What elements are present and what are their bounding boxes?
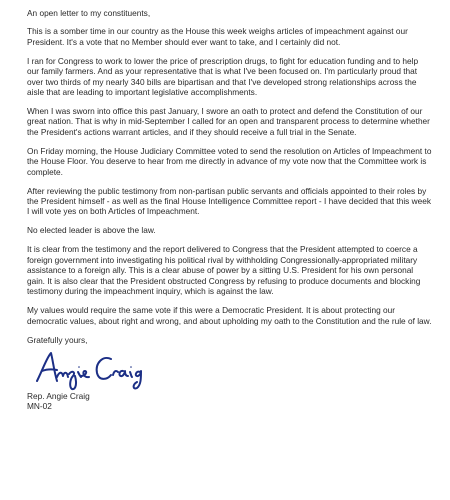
signer-name: Rep. Angie Craig xyxy=(27,390,90,401)
signer-district: MN-02 xyxy=(27,401,52,412)
handwritten-signature xyxy=(33,347,173,391)
letter-greeting: An open letter to my constituents, xyxy=(27,8,151,18)
paragraph-decision: After reviewing the public testimony from non-partisan public servants and officials appointed to their roles by the President himself - as well as the final House Intelligence Committee report - I have decided that this week I will vote yes on both Articles of Impeachment. xyxy=(27,185,431,217)
paragraph-values: My values would require the same vote if this were a Democratic President. It is about protecting our democratic values, about right and wrong, and about upholding my oath to the Constitution and the rule of law. xyxy=(27,305,432,326)
paragraph-sworn-into-office: When I was sworn into office this past January, I swore an oath to protect and defend the Constitution of our great nation. That is why in mid-September I called for an open and transparent process to determine whether the President's actions warrant articles, and if they should receive a full trial in the Senate. xyxy=(27,106,430,137)
paragraph-somber-time: This is a somber time in our country as the House this week weighs articles of impeachment against our President. It's a vote that no Member should ever want to take, and I certainly did not. xyxy=(27,26,408,47)
letter-closing: Gratefully yours, xyxy=(27,334,88,345)
paragraph-testimony: It is clear from the testimony and the report delivered to Congress that the President attempted to coerce a foreign government into investigating his political rival by withholding Congressionally-appropriated military assistance to a foreign ally. This is a clear abuse of power by a sitting U.S. President for his own personal gain. It is also clear that the President obstructed Congress by refusing to produce documents and blocking testimony during the impeachment inquiry, which is against the law. xyxy=(27,244,421,297)
paragraph-above-the-law: No elected leader is above the law. xyxy=(27,225,156,236)
paragraph-judiciary-committee: On Friday morning, the House Judiciary Committee voted to send the resolution on Articles of Impeachment to the House Floor. You deserve to hear from me directly in advance of my vote now that the Committee work is complete. xyxy=(27,145,432,177)
paragraph-ran-for-congress: I ran for Congress to work to lower the price of prescription drugs, to fight for education funding and to help our family farmers. And as your representative that is what I've been focused on. I'm particularly proud that over two thirds of my nearly 340 bills are bipartisan and that I've developed strong relationships across the aisle that are leading to important legislative accomplishments. xyxy=(27,55,419,98)
letter-page xyxy=(27,8,432,496)
